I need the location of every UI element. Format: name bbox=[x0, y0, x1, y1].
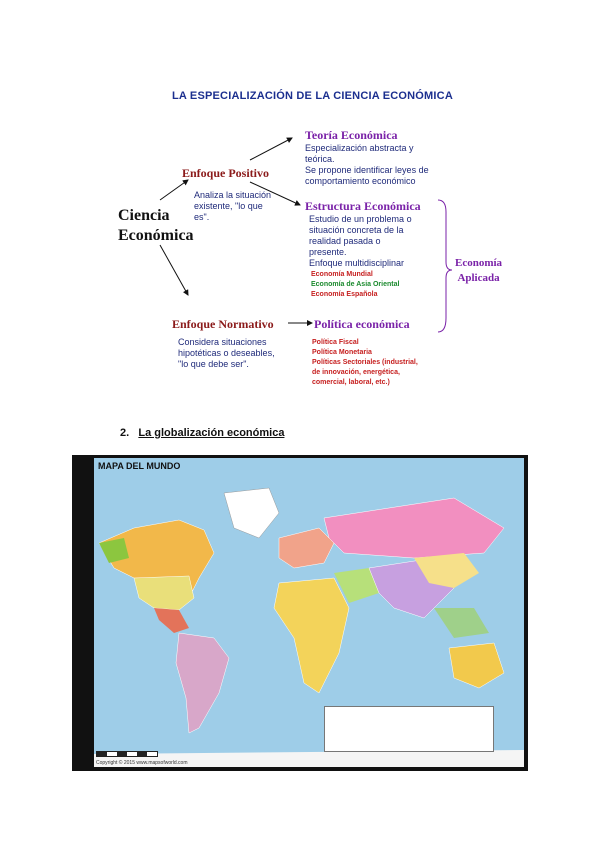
aplicada-brace bbox=[438, 200, 452, 332]
estructura-label: Estructura Económica bbox=[305, 199, 421, 213]
estructura-desc: Estudio de un problema o situación concreta de la realidad pasada o presente. Enfoque multidisciplinar bbox=[309, 214, 412, 268]
enfoque-positivo-desc: Analiza la situación existente, "lo que es". bbox=[194, 190, 272, 222]
map-copyright: Copyright © 2015 www.mapsofworld.com bbox=[96, 760, 188, 766]
teoria-desc: Especialización abstracta y teórica. Se propone identificar leyes de comportamiento económico bbox=[305, 143, 429, 186]
enfoque-positivo-label: Enfoque Positivo bbox=[182, 166, 270, 180]
world-map-canvas bbox=[94, 458, 524, 767]
diagram-connectors bbox=[0, 0, 600, 420]
map-title: MAPA DEL MUNDO bbox=[98, 461, 181, 471]
root-node: Ciencia Económica bbox=[118, 207, 194, 244]
section-heading: 2. La globalización económica bbox=[120, 427, 285, 439]
item-economia-mundial: Economía Mundial bbox=[311, 271, 373, 278]
politica-label: Política económica bbox=[314, 317, 410, 331]
arrow-ciencia-positivo bbox=[160, 180, 188, 200]
diagram-title: LA ESPECIALIZACIÓN DE LA CIENCIA ECONÓMICA bbox=[172, 90, 453, 102]
teoria-label: Teoría Económica bbox=[305, 128, 398, 142]
item-economia-asia: Economía de Asia Oriental bbox=[311, 281, 400, 288]
enfoque-normativo-label: Enfoque Normativo bbox=[172, 317, 274, 331]
arrow-ciencia-normativo bbox=[160, 245, 188, 295]
map-legend bbox=[324, 706, 494, 752]
arrow-positivo-teoria bbox=[250, 138, 292, 160]
economia-aplicada: Economía Aplicada bbox=[455, 257, 503, 284]
enfoque-normativo-desc: Considera situaciones hipotéticas o deseables, "lo que debe ser". bbox=[178, 337, 275, 369]
world-map bbox=[72, 455, 528, 771]
politica-items: Política Fiscal Política Monetaria Políticas Sectoriales (industrial, de innovación, energética, comercial, laboral, etc.) bbox=[312, 339, 418, 386]
estructura-items bbox=[311, 270, 399, 300]
item-economia-espanola: Economía Española bbox=[311, 291, 378, 298]
map-scale-bar bbox=[96, 751, 158, 757]
